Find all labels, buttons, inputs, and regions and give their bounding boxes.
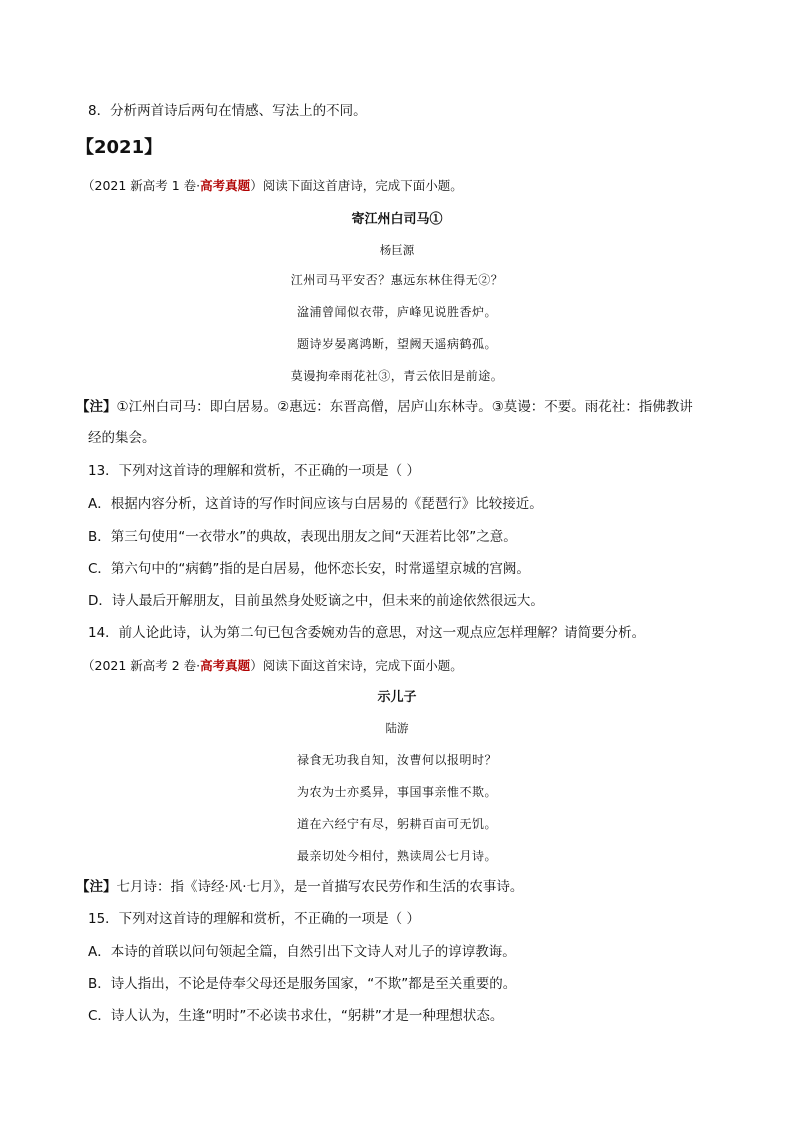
q13-option-c: C．第六句中的“病鹤”指的是白居易，他怀恋长安，时常遥望京城的宫阙。 xyxy=(88,561,530,577)
poem2-line: 禄食无功我自知，汝曹何以报明时？ xyxy=(296,753,497,767)
question-14: 14．前人论此诗，认为第二句已包含委婉劝告的意思，对这一观点应怎样理解？请简要分析。 xyxy=(88,625,646,641)
section2-source xyxy=(82,656,463,676)
poem1-note-cont: 经的集会。 xyxy=(88,430,156,446)
note-text: ①江州白司马：即白居易。②惠远：东晋高僧，居庐山东林寺。③莫谩：不要。雨花社：指佛教讲 xyxy=(116,399,693,415)
q13-option-d: D．诗人最后开解朋友，目前虽然身处贬谪之中，但未来的前途依然很远大。 xyxy=(88,593,544,609)
source-suffix: ）阅读下面这首唐诗，完成下面小题。 xyxy=(250,178,463,193)
poem1-title: 寄江州白司马① xyxy=(351,212,443,227)
poem2-author: 陆游 xyxy=(385,721,409,735)
source-suffix: ）阅读下面这首宋诗，完成下面小题。 xyxy=(250,658,463,673)
q13-option-b: B．第三句使用“一衣带水”的典故，表现出朋友之间“天涯若比邻”之意。 xyxy=(88,529,517,545)
q13-option-a: A．根据内容分析，这首诗的写作时间应该与白居易的《琵琶行》比较接近。 xyxy=(88,496,543,512)
poem1-author: 杨巨源 xyxy=(379,243,415,257)
poem1-note xyxy=(76,397,693,417)
source-prefix: （2021 新高考 2 卷· xyxy=(82,658,201,673)
poem1-line: 江州司马平安否？惠远东林住得无②？ xyxy=(290,273,504,287)
poem2-note xyxy=(76,877,523,897)
poem1-line: 莫谩拘牵雨花社③，青云依旧是前途。 xyxy=(290,369,504,383)
question-13: 13．下列对这首诗的理解和赏析，不正确的一项是（ ） xyxy=(88,463,420,479)
note-tag: 【注】 xyxy=(76,879,117,895)
poem2-line: 道在六经宁有尽，躬耕百亩可无饥。 xyxy=(296,817,497,831)
section1-source xyxy=(82,176,463,196)
poem2-line: 最亲切处今相付，熟读周公七月诗。 xyxy=(296,849,497,863)
source-prefix: （2021 新高考 1 卷· xyxy=(82,178,201,193)
note-tag: 【注】 xyxy=(76,399,117,415)
poem2-line: 为农为士亦奚异，事国事亲惟不欺。 xyxy=(296,785,497,799)
source-tag: 高考真题 xyxy=(200,658,251,673)
q15-option-a: A．本诗的首联以问句领起全篇，自然引出下文诗人对儿子的谆谆教诲。 xyxy=(88,944,516,960)
poem2-title: 示儿子 xyxy=(377,690,417,705)
note-text: 七月诗：指《诗经·风·七月》，是一首描写农民劳作和生活的农事诗。 xyxy=(116,879,524,895)
poem1-line: 湓浦曾闻似衣带，庐峰见说胜香炉。 xyxy=(296,305,497,319)
year-header: 【2021】 xyxy=(76,137,163,158)
poem1-line: 题诗岁晏离鸿断，望阙天遥病鹤孤。 xyxy=(296,337,497,351)
source-tag: 高考真题 xyxy=(200,178,251,193)
q15-option-c: C．诗人认为，生逢“明时”不必读书求仕，“躬耕”才是一种理想状态。 xyxy=(88,1008,504,1024)
question-15: 15．下列对这首诗的理解和赏析，不正确的一项是（ ） xyxy=(88,911,420,927)
question-8: 8．分析两首诗后两句在情感、写法上的不同。 xyxy=(88,103,367,119)
q15-option-b: B．诗人指出，不论是侍奉父母还是服务国家，“不欺”都是至关重要的。 xyxy=(88,976,517,992)
